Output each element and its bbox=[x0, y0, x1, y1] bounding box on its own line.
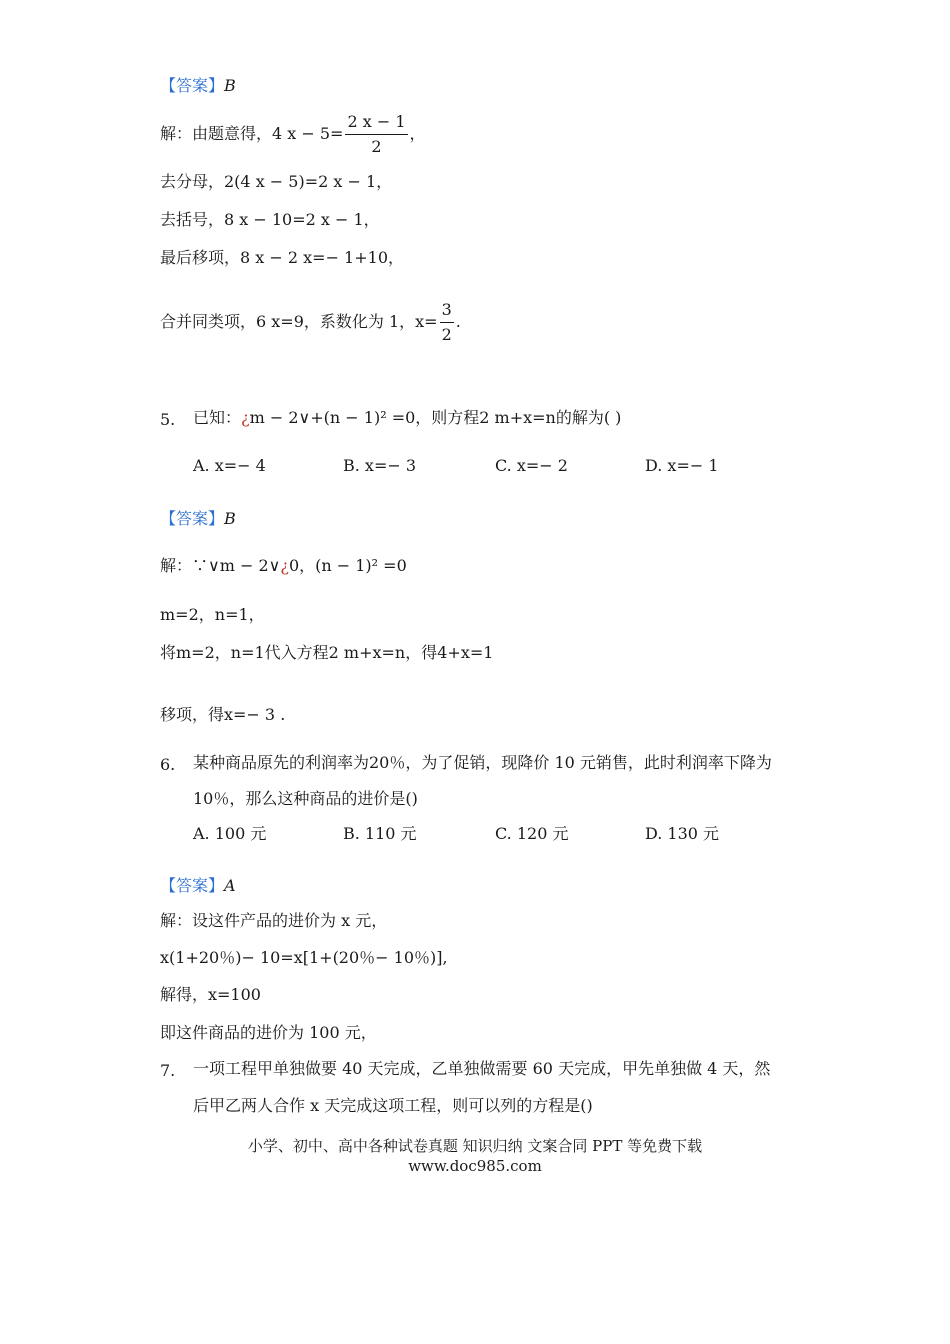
question-stem: 一项工程甲单独做要 40 天完成，乙单独做需要 60 天完成，甲先单独做 4 天，然 bbox=[193, 1059, 771, 1078]
option-d: D. 130 元 bbox=[645, 824, 720, 843]
solution-line: x(1+20％)− 10=x[1+(20％− 10％)], bbox=[160, 948, 448, 967]
fraction bbox=[440, 300, 454, 345]
footer-text: 小学、初中、高中各种试卷真题 知识归纳 文案合同 PPT 等免费下载 bbox=[247, 1137, 703, 1155]
question-number: 5. bbox=[160, 410, 176, 429]
option-a: A. x=− 4 bbox=[193, 456, 266, 475]
stem-text: m − 2∨+(n − 1)² =0，则方程2 m+x=n的解为( ) bbox=[249, 408, 622, 427]
answer-tag: 【答案】 bbox=[160, 876, 225, 895]
solution-text: 0，(n − 1)² =0 bbox=[288, 556, 407, 575]
stray-glyph: ¿ bbox=[280, 556, 289, 575]
option-b: B. 110 元 bbox=[343, 824, 417, 843]
equation-text: 解：由题意得，4 x − 5= bbox=[160, 124, 344, 143]
answer-tag: 【答案】 bbox=[160, 76, 225, 95]
question-number: 7. bbox=[160, 1061, 176, 1080]
solution-line: 去括号，8 x − 10=2 x − 1， bbox=[160, 210, 380, 229]
question-stem: 10％，那么这种商品的进价是() bbox=[193, 789, 418, 808]
option-b: B. x=− 3 bbox=[343, 456, 417, 475]
question-stem: 某种商品原先的利润率为20％，为了促销，现降价 10 元销售，此时利润率下降为 bbox=[193, 753, 772, 772]
option-c: C. 120 元 bbox=[495, 824, 569, 843]
solution-line: m=2，n=1， bbox=[160, 605, 265, 624]
solution-line bbox=[160, 112, 426, 157]
answer-label bbox=[160, 511, 236, 527]
option-d: D. x=− 1 bbox=[645, 456, 719, 475]
solution-line: 最后移项，8 x − 2 x=− 1+10， bbox=[160, 248, 405, 267]
answer-tag: 【答案】 bbox=[160, 509, 225, 528]
answer-value: B bbox=[224, 76, 236, 95]
question-stem bbox=[193, 410, 621, 426]
solution-line: 即这件商品的进价为 100 元， bbox=[160, 1023, 377, 1042]
solution-line bbox=[160, 300, 461, 345]
equation-text: . bbox=[455, 312, 461, 331]
fraction bbox=[345, 112, 407, 157]
option-c: C. x=− 2 bbox=[495, 456, 568, 475]
solution-line: 将m=2，n=1代入方程2 m+x=n，得4+x=1 bbox=[160, 643, 494, 662]
footer-url[interactable]: www.doc985.com bbox=[408, 1157, 542, 1175]
answer-value: B bbox=[224, 509, 236, 528]
solution-text: 解：∵∨m − 2∨ bbox=[160, 556, 281, 575]
option-a: A. 100 元 bbox=[193, 824, 267, 843]
solution-line: 解：设这件产品的进价为 x 元， bbox=[160, 911, 388, 930]
stray-glyph: ¿ bbox=[241, 408, 250, 427]
solution-line bbox=[160, 558, 407, 574]
question-stem: 后甲乙两人合作 x 天完成这项工程，则可以列的方程是() bbox=[193, 1096, 593, 1115]
equation-text: 合并同类项，6 x=9，系数化为 1，x= bbox=[160, 312, 438, 331]
fraction-denominator: 2 bbox=[441, 325, 452, 344]
solution-line: 去分母，2(4 x − 5)=2 x − 1， bbox=[160, 172, 393, 191]
solution-line: 移项，得x=− 3 . bbox=[160, 705, 286, 724]
fraction-numerator: 2 x − 1 bbox=[345, 112, 407, 135]
answer-label bbox=[160, 78, 236, 94]
stem-text: 已知： bbox=[193, 408, 242, 427]
question-number: 6. bbox=[160, 755, 176, 774]
answer-value: A bbox=[224, 876, 236, 895]
solution-line: 解得，x=100 bbox=[160, 985, 261, 1004]
equation-text: ， bbox=[409, 124, 426, 143]
fraction-numerator: 3 bbox=[440, 300, 454, 323]
answer-label bbox=[160, 878, 236, 894]
fraction-denominator: 2 bbox=[371, 137, 382, 156]
